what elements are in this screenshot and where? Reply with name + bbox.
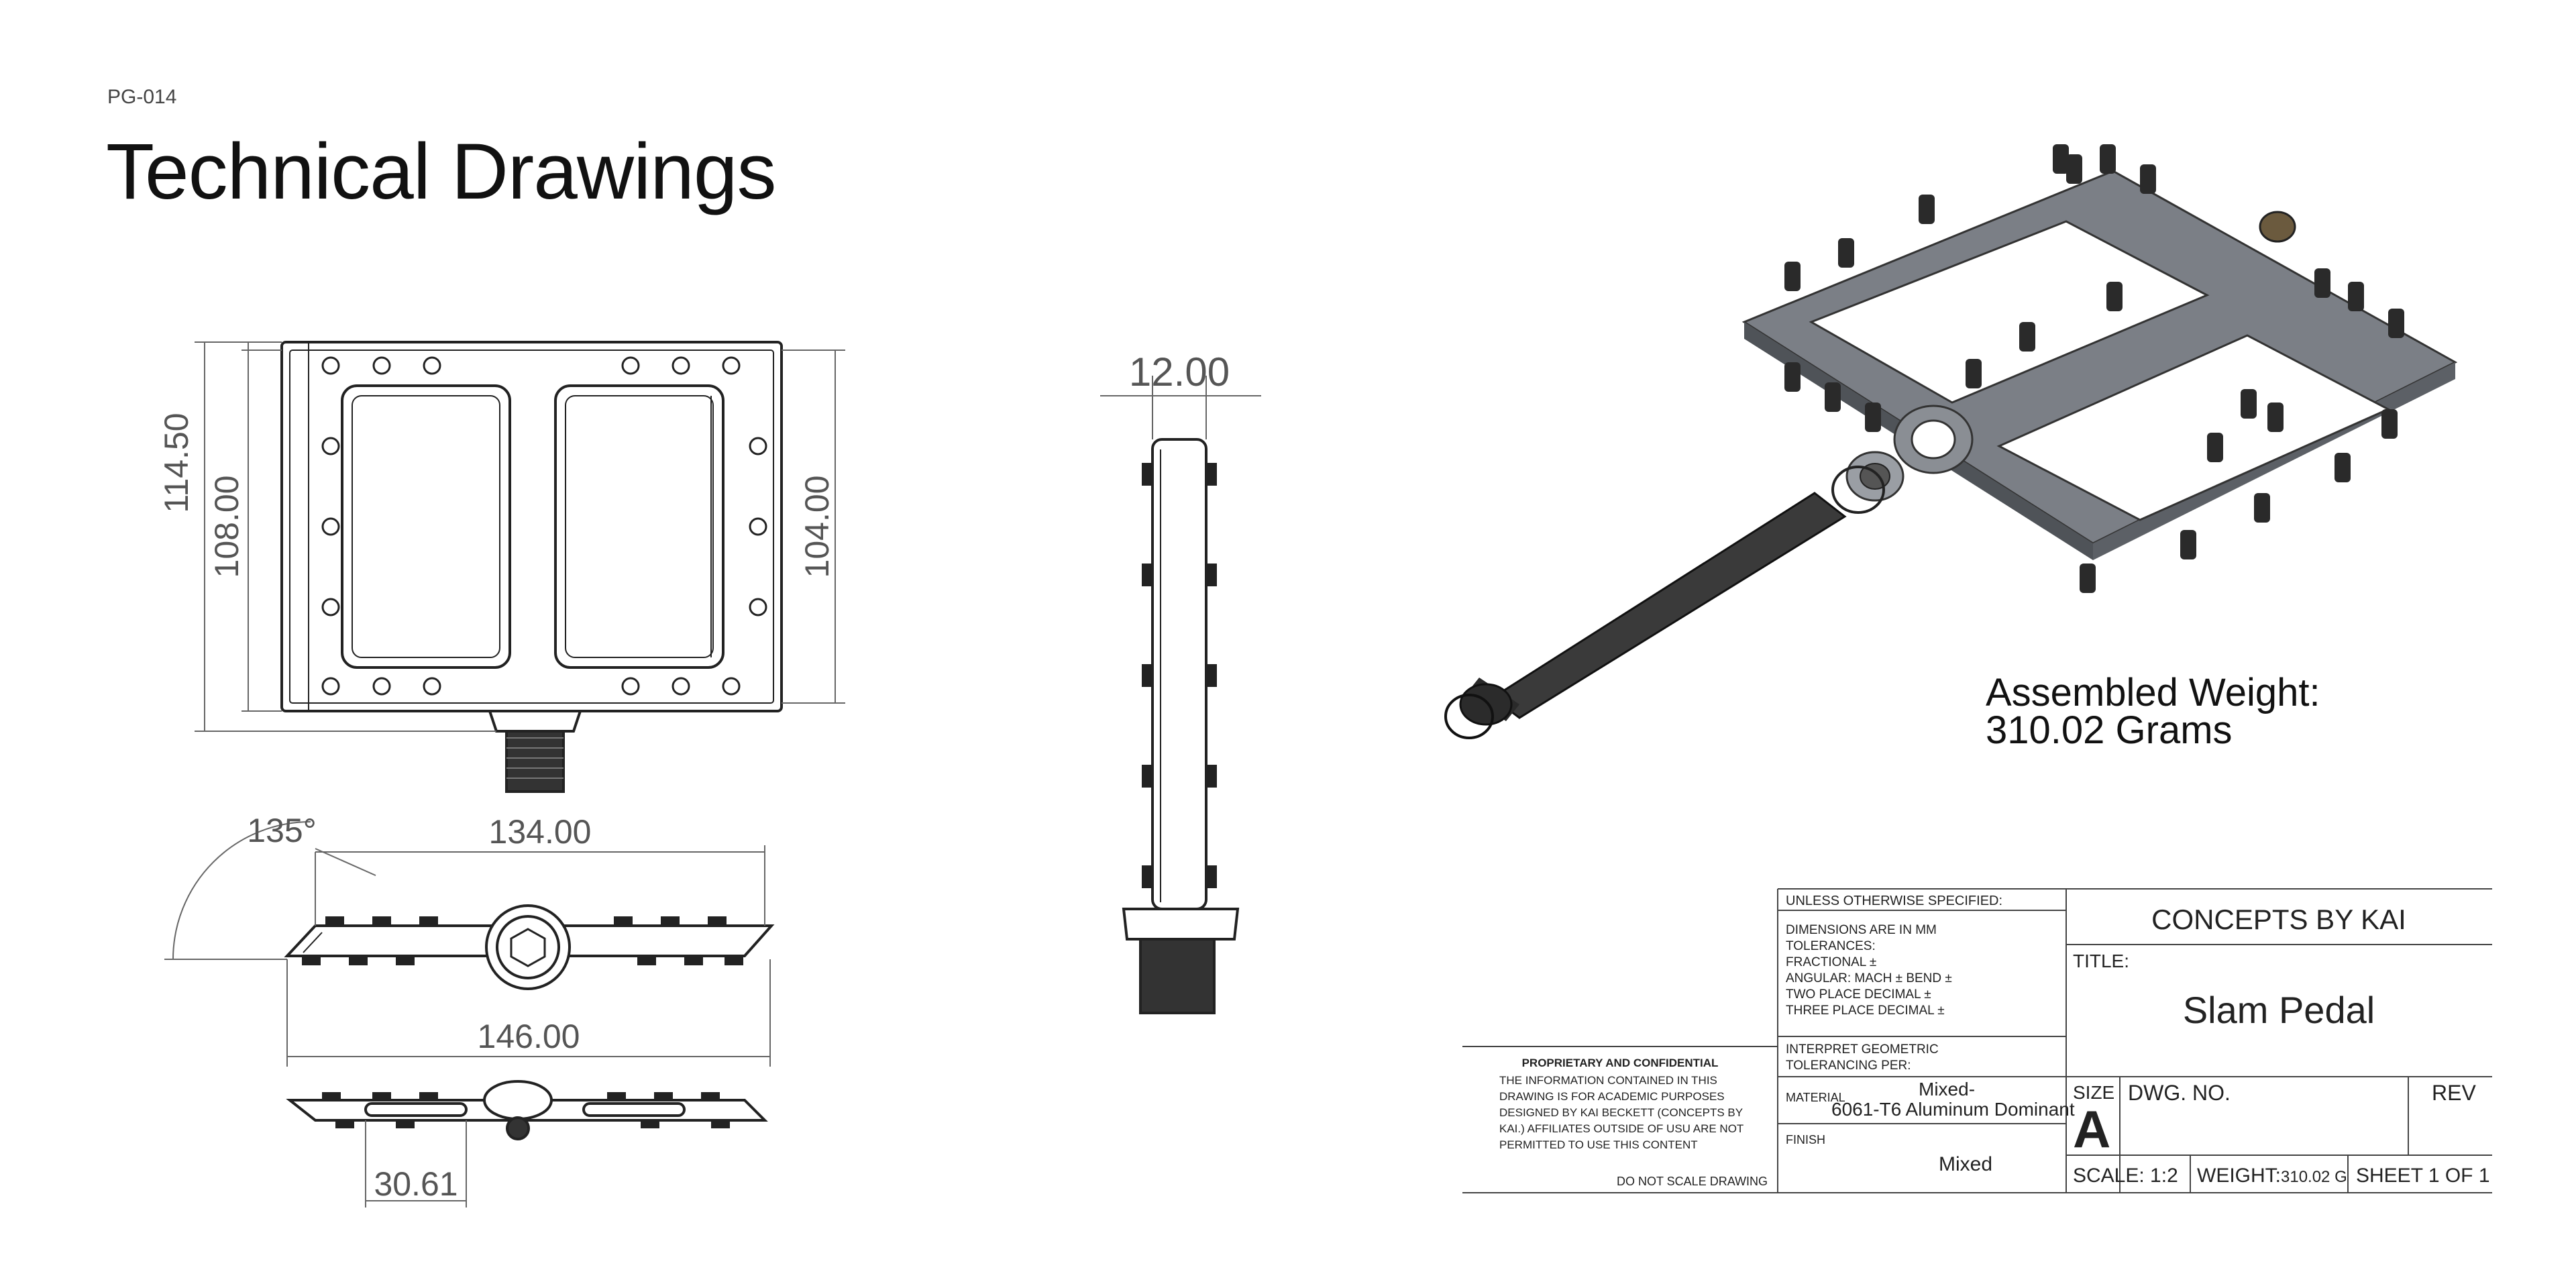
dim-front-outer-height: 114.50 — [158, 413, 195, 513]
dim-side-thickness: 12.00 — [1128, 350, 1230, 394]
assembled-weight-value: 310.02 Grams — [1986, 708, 2233, 752]
side-view — [1124, 439, 1238, 1013]
tb-material-label: MATERIAL — [1786, 1091, 1845, 1104]
tb-finish-value: Mixed — [1939, 1153, 1993, 1175]
tb-tol-2: FRACTIONAL ± — [1786, 955, 1877, 969]
dim-bottom-offset: 30.61 — [374, 1165, 458, 1203]
tb-tol-1: TOLERANCES: — [1786, 939, 1876, 953]
front-view — [282, 342, 782, 792]
tb-rev-label: REV — [2432, 1081, 2476, 1105]
tb-title-label: TITLE: — [2073, 951, 2130, 971]
tb-proprietary-2: DESIGNED BY KAI BECKETT (CONCEPTS BY — [1499, 1106, 1743, 1119]
assembled-weight-label: Assembled Weight: — [1986, 671, 2320, 714]
tb-interpret-1: TOLERANCING PER: — [1786, 1059, 1911, 1073]
tb-material-value-2: 6061-T6 Aluminum Dominant — [1831, 1099, 2075, 1120]
tb-weight-label: WEIGHT: — [2197, 1165, 2281, 1187]
bottom-view — [290, 1081, 765, 1139]
tb-unless: UNLESS OTHERWISE SPECIFIED: — [1786, 894, 2003, 908]
tb-weight-value: 310.02 G — [2281, 1168, 2347, 1186]
tb-size-value: A — [2073, 1099, 2111, 1159]
front-pin-holes — [323, 358, 766, 694]
isometric-render — [1446, 144, 2455, 738]
assembled-weight-note — [1986, 671, 2320, 752]
tb-company: CONCEPTS BY KAI — [2151, 904, 2406, 935]
page-title: Technical Drawings — [106, 127, 776, 216]
tb-sheet: SHEET 1 OF 1 — [2356, 1165, 2490, 1187]
tb-proprietary-1: DRAWING IS FOR ACADEMIC PURPOSES — [1499, 1090, 1725, 1103]
tb-tol-5: THREE PLACE DECIMAL ± — [1786, 1004, 1945, 1018]
tb-tol-0: DIMENSIONS ARE IN MM — [1786, 923, 1937, 937]
tb-do-not-scale: DO NOT SCALE DRAWING — [1617, 1175, 1768, 1188]
dim-front-inner-height: 108.00 — [208, 475, 246, 578]
dim-top-angle: 135° — [247, 812, 317, 849]
dim-top-inner-width: 134.00 — [488, 813, 592, 851]
front-dimension-lines — [195, 342, 845, 731]
tb-tol-4: TWO PLACE DECIMAL ± — [1786, 987, 1931, 1002]
tb-proprietary-4: PERMITTED TO USE THIS CONTENT — [1499, 1138, 1698, 1151]
dim-top-overall-width: 146.00 — [477, 1018, 580, 1055]
tb-proprietary-0: THE INFORMATION CONTAINED IN THIS — [1499, 1074, 1717, 1087]
tb-proprietary-heading: PROPRIETARY AND CONFIDENTIAL — [1521, 1057, 1719, 1069]
dim-front-right-height: 104.00 — [798, 475, 836, 578]
tb-material-value-1: Mixed- — [1919, 1079, 1976, 1099]
tb-scale: SCALE: 1:2 — [2073, 1165, 2178, 1187]
tb-title-value: Slam Pedal — [2182, 989, 2375, 1031]
tb-tol-3: ANGULAR: MACH ± BEND ± — [1786, 971, 1952, 985]
top-view — [287, 906, 771, 989]
page-code: PG-014 — [107, 86, 177, 108]
tb-proprietary-3: KAI.) AFFILIATES OUTSIDE OF USU ARE NOT — [1499, 1122, 1744, 1135]
tb-interpret-0: INTERPRET GEOMETRIC — [1786, 1042, 1939, 1057]
tb-size-label: SIZE — [2073, 1082, 2115, 1103]
tb-finish-label: FINISH — [1786, 1133, 1826, 1146]
tb-dwg-label: DWG. NO. — [2128, 1081, 2231, 1105]
